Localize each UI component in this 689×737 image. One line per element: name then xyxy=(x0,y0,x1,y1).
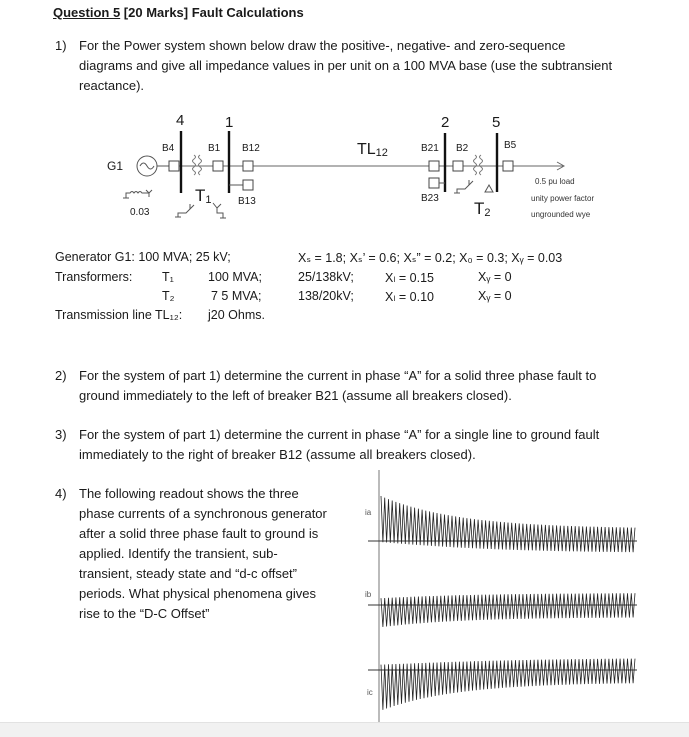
question-number: Question 5 xyxy=(53,5,121,20)
question-2-line: ground immediately to the left of breaker B21 (assume all breakers closed). xyxy=(79,388,512,403)
bottom-bar xyxy=(0,722,689,737)
generator-params: Xₛ = 1.8; Xₛ’ = 0.6; Xₛ” = 0.2; X₀ = 0.3; Xᵧ = 0.03 xyxy=(298,251,563,265)
bus-1-label: 1 xyxy=(225,114,234,131)
question-4-line: applied. Identify the transient, sub- xyxy=(79,546,278,561)
question-1 xyxy=(55,36,675,98)
question-3-line: For the system of part 1) determine the current in phase “A” for a single line to ground fault xyxy=(79,427,600,442)
breaker-b2-label: B2 xyxy=(456,143,469,154)
question-4-line: phase currents of a synchronous generator xyxy=(79,506,327,521)
generator-spec: Generator G1: 100 MVA; 25 kV; xyxy=(55,250,231,264)
breaker-b5-label: B5 xyxy=(504,140,517,151)
question-4-line: periods. What physical phenomena gives xyxy=(79,586,317,601)
question-4 xyxy=(55,484,355,629)
breaker-b12-label: B12 xyxy=(242,143,260,154)
load-note-3: ungrounded wye xyxy=(531,210,591,219)
breaker-b4-label: B4 xyxy=(162,143,175,154)
line-spec: Transmission line TL₁₂: xyxy=(55,308,183,322)
waveform-label-ia: ia xyxy=(365,508,372,517)
question-heading: [20 Marks] Fault Calculations xyxy=(120,5,304,20)
question-2-line: For the system of part 1) determine the current in phase “A” for a solid three phase fault to xyxy=(79,368,597,383)
question-1-number: 1) xyxy=(55,38,67,53)
question-4-line: after a solid three phase fault to ground is xyxy=(79,526,319,541)
waveform-label-ic: ic xyxy=(367,688,373,697)
t1-mva: 100 MVA; xyxy=(208,270,262,284)
question-3-number: 3) xyxy=(55,427,67,442)
breaker-b13-label: B13 xyxy=(238,196,256,207)
load-note-2: unity power factor xyxy=(531,194,595,203)
t1-kv: 25/138kV; xyxy=(298,270,354,284)
bus-5-label: 5 xyxy=(492,114,501,131)
t2-xl: Xₗ = 0.10 xyxy=(385,290,434,304)
line-tl12-label: $TL_{12}$ xyxy=(357,141,388,159)
bus-2-label: 2 xyxy=(441,114,450,131)
waveform-label-ib: ib xyxy=(365,590,372,599)
question-2 xyxy=(55,366,675,408)
question-3 xyxy=(55,425,675,467)
t1-xl: Xₗ = 0.15 xyxy=(385,271,434,285)
breaker-b23-label: B23 xyxy=(421,193,439,204)
question-1-line: diagrams and give all impedance values in per unit on a 100 MVA base (use the subtransient xyxy=(79,58,613,73)
t2-mva: 7 5 MVA; xyxy=(211,289,262,303)
transformer-t1-label: $T_1$ xyxy=(195,186,212,206)
question-4-number: 4) xyxy=(55,486,67,501)
question-4-line: rise to the “D-C Offset” xyxy=(79,606,210,621)
question-1-line: For the Power system shown below draw the positive-, negative- and zero-sequence xyxy=(79,38,566,53)
breaker-b21-label: B21 xyxy=(421,143,439,154)
load-note-1: 0.5 pu load xyxy=(535,177,575,186)
ground-impedance-label: 0.03 xyxy=(130,207,150,218)
transformer-t2-label: $T_2$ xyxy=(474,199,491,219)
t1-name: T₁ xyxy=(162,270,174,284)
question-4-line: transient, steady state and “d-c offset” xyxy=(79,566,297,581)
question-2-number: 2) xyxy=(55,368,67,383)
generator-label: G1 xyxy=(107,159,124,173)
question-4-line: The following readout shows the three xyxy=(79,486,299,501)
transformers-label: Transformers: xyxy=(55,270,133,284)
question-3-line: immediately to the right of breaker B12 (assume all breakers closed). xyxy=(79,447,476,462)
page-title xyxy=(53,5,304,20)
t2-kv: 138/20kV; xyxy=(298,289,354,303)
t2-xg: Xᵧ = 0 xyxy=(478,289,512,303)
t2-name: T₂ xyxy=(162,289,175,303)
question-1-line: reactance). xyxy=(79,78,145,93)
breaker-b1-label: B1 xyxy=(208,143,221,154)
fault-current-waveforms xyxy=(355,465,645,725)
t1-xg: Xᵧ = 0 xyxy=(478,270,512,284)
line-value: j20 Ohms. xyxy=(208,308,265,322)
bus-4-label: 4 xyxy=(176,112,185,129)
